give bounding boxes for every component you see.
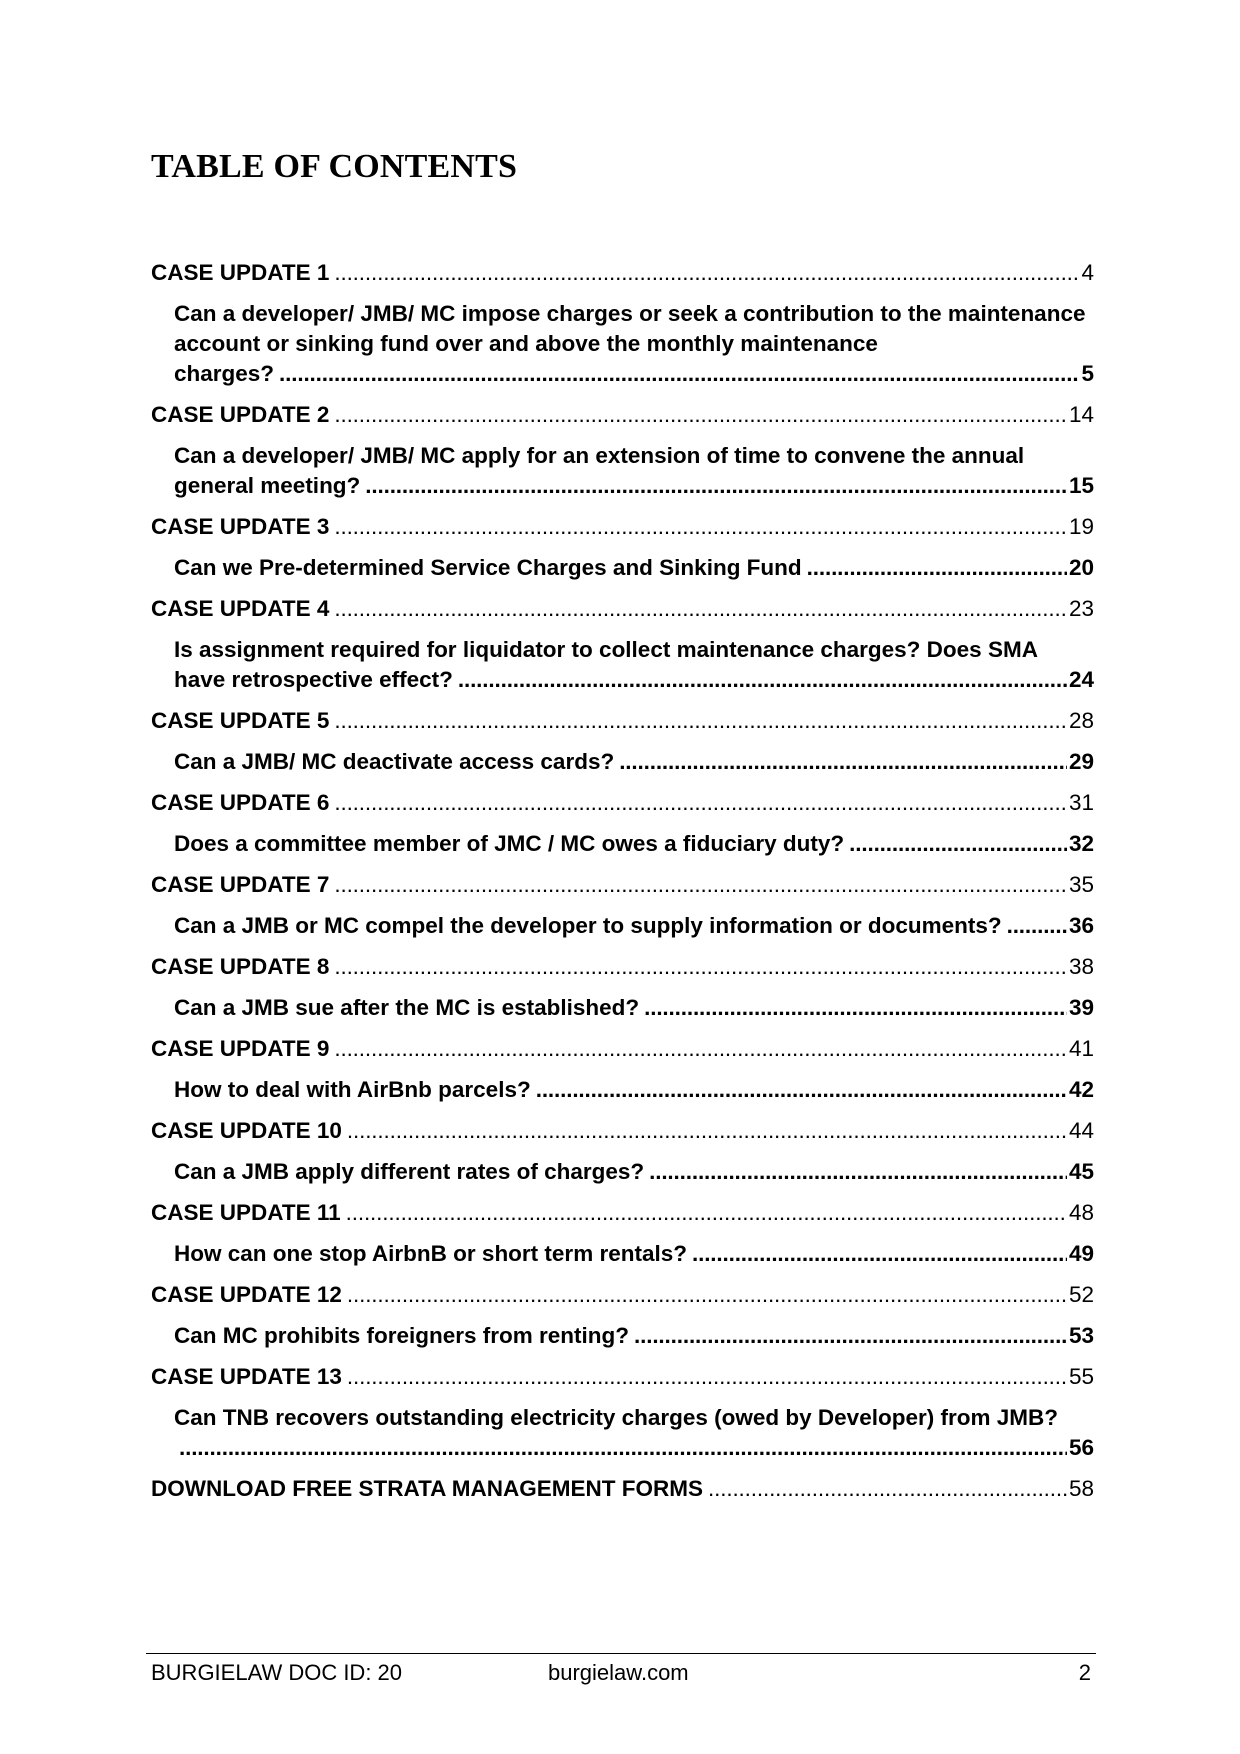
- toc-entry-case-update[interactable]: [151, 400, 1094, 430]
- toc-entry-text: CASE UPDATE 8: [151, 954, 330, 979]
- footer-website: burgielaw.com: [548, 1660, 689, 1685]
- toc-entry-text: Can a JMB apply different rates of charges?: [174, 1159, 645, 1184]
- toc-entry-text: Can a JMB sue after the MC is established?: [174, 995, 640, 1020]
- dot-leader: [334, 400, 1067, 430]
- toc-entry-question[interactable]: [151, 1157, 1094, 1187]
- dot-leader: [536, 1075, 1067, 1105]
- toc-entry-text: How to deal with AirBnb parcels?: [174, 1077, 531, 1102]
- dot-leader: [334, 952, 1067, 982]
- toc-entry-question[interactable]: [151, 1075, 1094, 1105]
- toc-entry-question[interactable]: [151, 993, 1094, 1023]
- toc-page-number: 36: [1068, 913, 1094, 938]
- dot-leader: [347, 1362, 1067, 1392]
- toc-entry-text: Is assignment required for liquidator to collect maintenance charges? Does SMA: [174, 637, 1038, 662]
- dot-leader: [347, 1116, 1067, 1146]
- dot-leader: [708, 1474, 1067, 1504]
- dot-leader: [279, 359, 1079, 389]
- toc-entry-text: DOWNLOAD FREE STRATA MANAGEMENT FORMS: [151, 1476, 704, 1501]
- toc-entry-text: CASE UPDATE 1: [151, 260, 330, 285]
- toc-entry-text: CASE UPDATE 7: [151, 872, 330, 897]
- toc-entry-case-update[interactable]: [151, 512, 1094, 542]
- toc-entry-question[interactable]: [151, 911, 1094, 941]
- table-of-contents: [151, 258, 1094, 1515]
- dot-leader: [458, 665, 1067, 695]
- toc-entry-text: Can a JMB/ MC deactivate access cards?: [174, 749, 615, 774]
- toc-entry-case-update[interactable]: [151, 594, 1094, 624]
- toc-page-number: 42: [1068, 1077, 1094, 1102]
- dot-leader: [334, 870, 1067, 900]
- toc-entry-text: CASE UPDATE 10: [151, 1118, 342, 1143]
- dot-leader: [334, 788, 1067, 818]
- toc-entry-text: Can TNB recovers outstanding electricity charges (owed by Developer) from JMB?: [174, 1405, 1058, 1430]
- toc-page-number: 58: [1068, 1476, 1094, 1501]
- toc-entry-case-update[interactable]: [151, 1362, 1094, 1392]
- toc-entry-text: CASE UPDATE 13: [151, 1364, 342, 1389]
- toc-entry-text: CASE UPDATE 5: [151, 708, 330, 733]
- toc-entry-case-update[interactable]: [151, 1116, 1094, 1146]
- toc-page-number: 23: [1068, 596, 1094, 621]
- toc-page-number: 39: [1068, 995, 1094, 1020]
- dot-leader: [179, 1433, 1067, 1463]
- toc-entry-text: CASE UPDATE 9: [151, 1036, 330, 1061]
- toc-page-number: 14: [1068, 402, 1094, 427]
- toc-entry-text: Can MC prohibits foreigners from renting?: [174, 1323, 630, 1348]
- toc-entry-text: Does a committee member of JMC / MC owes a fiduciary duty?: [174, 831, 845, 856]
- toc-page-number: 19: [1068, 514, 1094, 539]
- dot-leader: [347, 1280, 1067, 1310]
- dot-leader: [644, 993, 1067, 1023]
- toc-page-number: 52: [1068, 1282, 1094, 1307]
- toc-entry-text: Can a developer/ JMB/ MC impose charges or seek a contribution to the maintenance account or sinking fund over and above the monthly maintenance: [174, 301, 1086, 356]
- toc-entry-question[interactable]: [151, 635, 1094, 695]
- toc-entry-case-update[interactable]: [151, 788, 1094, 818]
- toc-entry-text: Can a JMB or MC compel the developer to supply information or documents?: [174, 913, 1002, 938]
- toc-entry-question[interactable]: [151, 747, 1094, 777]
- toc-entry-text: How can one stop AirbnB or short term rentals?: [174, 1241, 687, 1266]
- dot-leader: [1007, 911, 1067, 941]
- toc-entry-case-update[interactable]: [151, 870, 1094, 900]
- toc-page-number: 49: [1068, 1241, 1094, 1266]
- toc-page-number: 20: [1068, 555, 1094, 580]
- dot-leader: [807, 553, 1067, 583]
- toc-entry-case-update[interactable]: [151, 1034, 1094, 1064]
- toc-page-number: 35: [1068, 872, 1094, 897]
- toc-page-number: 48: [1068, 1200, 1094, 1225]
- dot-leader: [365, 471, 1067, 501]
- toc-entry-text: CASE UPDATE 4: [151, 596, 330, 621]
- footer-page-number: 2: [1078, 1660, 1091, 1685]
- toc-page-number: 53: [1068, 1323, 1094, 1348]
- toc-entry-question[interactable]: [151, 1321, 1094, 1351]
- toc-page-number: 56: [1068, 1435, 1094, 1460]
- toc-page-number: 28: [1068, 708, 1094, 733]
- toc-page-number: 32: [1068, 831, 1094, 856]
- toc-entry-text: have retrospective effect?: [174, 667, 453, 692]
- toc-page-number: 44: [1068, 1118, 1094, 1143]
- toc-entry-question[interactable]: [151, 299, 1094, 389]
- toc-entry-text: CASE UPDATE 2: [151, 402, 330, 427]
- toc-page-number: 5: [1081, 361, 1094, 386]
- toc-page-number: 15: [1068, 473, 1094, 498]
- dot-leader: [619, 747, 1067, 777]
- page-footer: [151, 1660, 1091, 1690]
- toc-page-number: 24: [1068, 667, 1094, 692]
- toc-entry-text: general meeting?: [174, 473, 361, 498]
- dot-leader: [334, 594, 1067, 624]
- toc-page-number: 41: [1068, 1036, 1094, 1061]
- toc-entry-question[interactable]: [151, 1403, 1094, 1463]
- toc-entry-text: charges?: [174, 361, 275, 386]
- toc-entry-question[interactable]: [151, 441, 1094, 501]
- toc-entry-question[interactable]: [151, 553, 1094, 583]
- toc-entry-question[interactable]: [151, 1239, 1094, 1269]
- toc-entry-text: CASE UPDATE 11: [151, 1200, 341, 1225]
- dot-leader: [334, 706, 1067, 736]
- toc-entry-case-update[interactable]: [151, 1198, 1094, 1228]
- toc-entry-case-update[interactable]: [151, 258, 1094, 288]
- toc-entry-question[interactable]: [151, 829, 1094, 859]
- toc-entry-text: CASE UPDATE 3: [151, 514, 330, 539]
- dot-leader: [634, 1321, 1067, 1351]
- toc-entry-text: CASE UPDATE 12: [151, 1282, 342, 1307]
- dot-leader: [334, 258, 1079, 288]
- toc-page-number: 55: [1068, 1364, 1094, 1389]
- toc-entry-text: Can we Pre-determined Service Charges and Sinking Fund: [174, 555, 802, 580]
- page-title: TABLE OF CONTENTS: [151, 148, 518, 185]
- footer-divider: [146, 1653, 1096, 1654]
- dot-leader: [346, 1198, 1067, 1228]
- toc-entry-case-update[interactable]: [151, 1474, 1094, 1504]
- toc-page-number: 45: [1068, 1159, 1094, 1184]
- toc-page-number: 4: [1081, 260, 1094, 285]
- dot-leader: [849, 829, 1067, 859]
- footer-doc-id: BURGIELAW DOC ID: 20: [151, 1660, 403, 1685]
- toc-entry-text: CASE UPDATE 6: [151, 790, 330, 815]
- toc-page-number: 31: [1068, 790, 1094, 815]
- dot-leader: [649, 1157, 1067, 1187]
- toc-entry-text: Can a developer/ JMB/ MC apply for an extension of time to convene the annual: [174, 443, 1025, 468]
- toc-page-number: 29: [1068, 749, 1094, 774]
- toc-entry-case-update[interactable]: [151, 1280, 1094, 1310]
- dot-leader: [692, 1239, 1067, 1269]
- toc-entry-case-update[interactable]: [151, 952, 1094, 982]
- dot-leader: [334, 1034, 1067, 1064]
- toc-page-number: 38: [1068, 954, 1094, 979]
- toc-entry-case-update[interactable]: [151, 706, 1094, 736]
- dot-leader: [334, 512, 1067, 542]
